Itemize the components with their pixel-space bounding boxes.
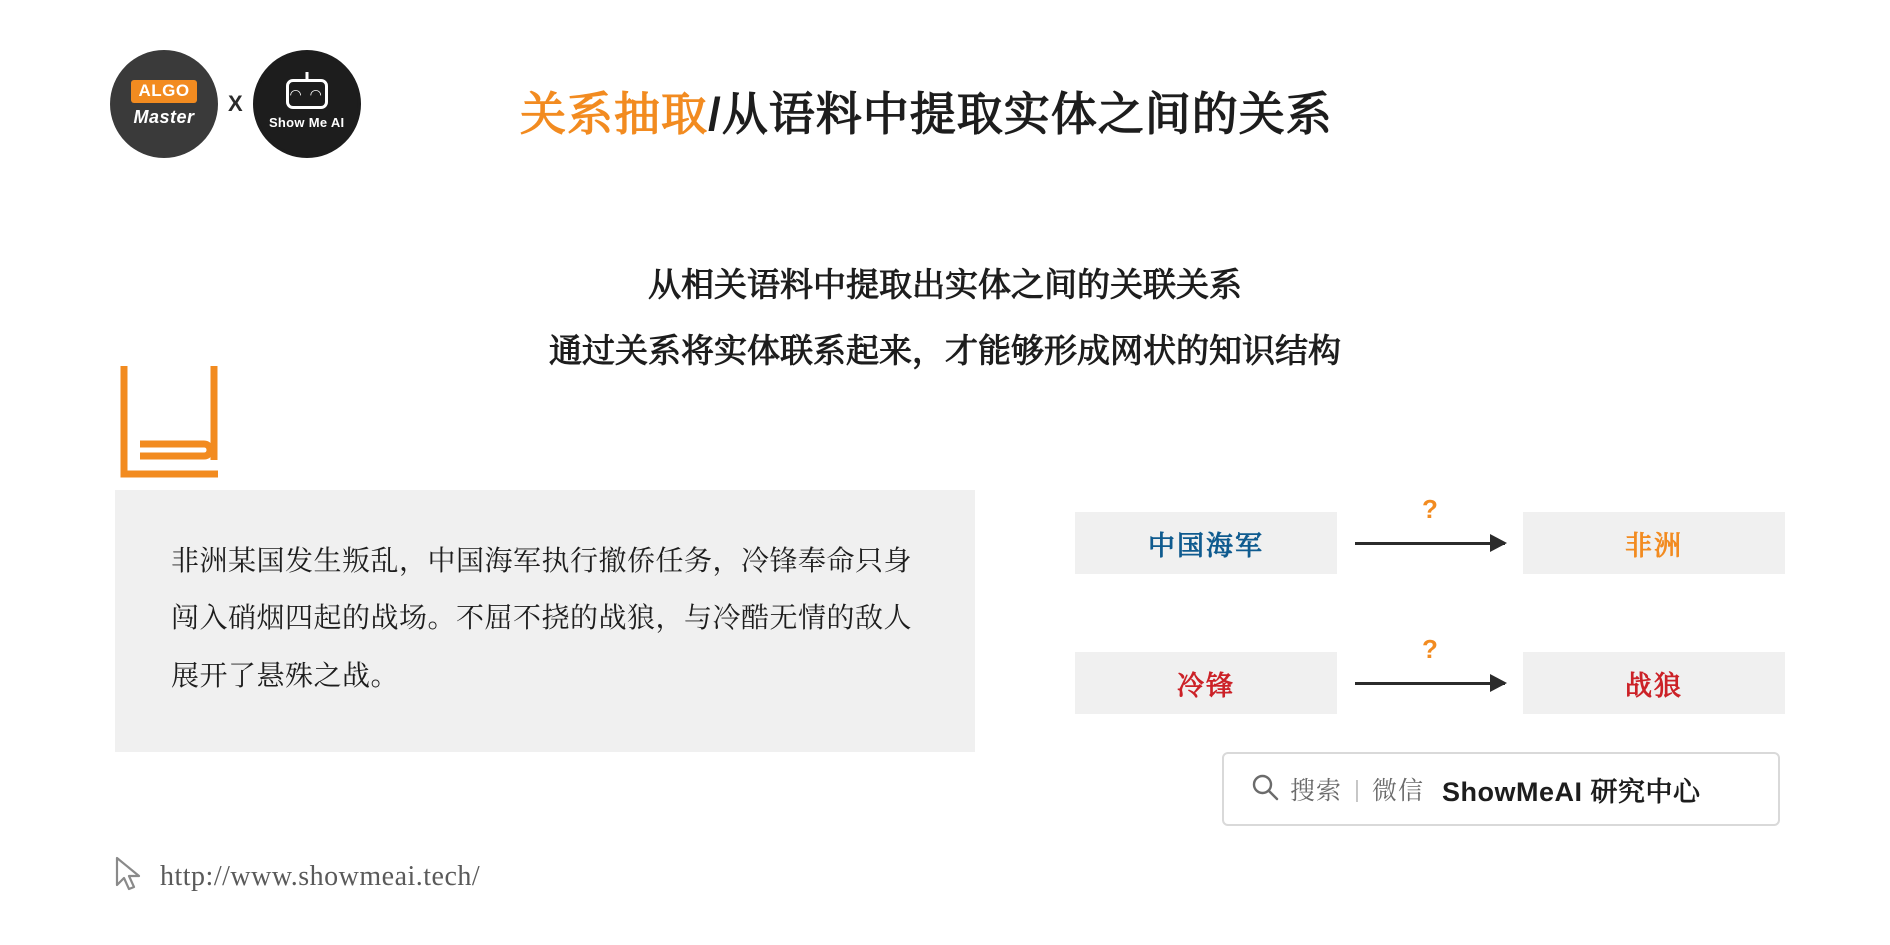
arrow-line-icon [1355,542,1505,545]
relation-label: ? [1422,494,1438,524]
page-title [520,78,1333,144]
showmeai-label: Show Me AI [268,114,345,130]
wechat-search-badge [1222,752,1780,826]
relation-target-entity: 非洲 [1523,512,1785,574]
robot-eyes: ◠ ◠ [289,85,324,102]
relation-arrow [1337,634,1523,714]
corpus-panel [115,490,975,752]
robot-icon [286,79,328,109]
corpus-text: 非洲某国发生叛乱，中国海军执行撤侨任务，冷锋奉命只身闯入硝烟四起的战场。不屈不挠的战狼，与冷酷无情的敌人展开了悬殊之战。 [171,545,913,691]
algo-badge: ALGO [131,80,196,102]
relation-arrow [1337,494,1523,574]
relation-target-entity: 战狼 [1523,652,1785,714]
badge-divider: | [1354,775,1360,802]
subtitle-block [0,260,1890,375]
arrow-line-icon [1355,682,1505,685]
title-main: 从语料中提取实体之间的关系 [721,88,1333,140]
relation-source-entity: 中国海军 [1075,512,1337,574]
relation-label: ? [1422,634,1438,664]
master-label: Master [133,106,195,127]
relation-row [1075,494,1785,574]
cursor-icon [112,855,146,898]
logo-x-separator: X [228,91,243,116]
relation-list [1075,494,1785,792]
title-accent: 关系抽取 [520,88,708,140]
subtitle-line-1: 从相关语料中提取出实体之间的关联关系 [648,266,1242,303]
subtitle-line-2: 通过关系将实体联系起来，才能够形成网状的知识结构 [549,331,1341,369]
brand-label: ShowMeAI 研究中心 [1442,776,1701,807]
book-icon [118,360,230,480]
footer-url: http://www.showmeai.tech/ [160,860,481,892]
showmeai-logo [253,50,361,158]
algomaster-logo [110,50,218,158]
platform-label: 微信 [1372,777,1425,805]
logo-group [110,48,400,160]
search-icon [1250,772,1280,807]
title-separator: / [708,88,722,140]
relation-source-entity: 冷锋 [1075,652,1337,714]
relation-row [1075,634,1785,714]
search-label: 搜索 [1290,777,1343,805]
footer [112,855,480,898]
